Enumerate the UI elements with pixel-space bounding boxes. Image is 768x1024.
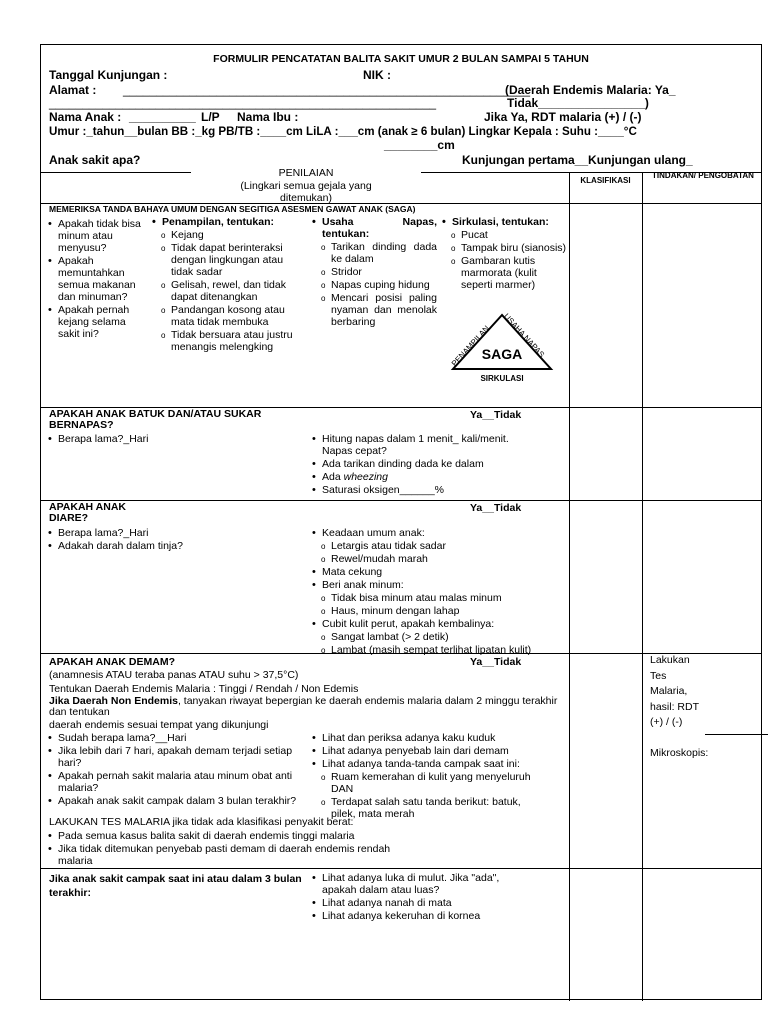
list-item: o Rewel/mudah marah (321, 553, 569, 565)
list-item: o Tarikan dinding dada ke dalam (321, 241, 437, 265)
tindakan-line: hasil: RDT (650, 700, 700, 713)
list-item: • Apakah memuntahkan semua makanan dan minuman? (47, 255, 143, 303)
demam-ya-tidak: Ya__Tidak (470, 656, 522, 668)
list-item: • Berapa lama?_Hari (47, 433, 297, 445)
nik-label: NIK : (363, 68, 391, 82)
non-endemis-bold: Jika Daerah Non Endemis (49, 695, 178, 707)
list-item: o Napas cuping hidung (321, 279, 437, 291)
form-title: FORMULIR PENCATATAN BALITA SAKIT UMUR 2 BULAN SAMPAI 5 TAHUN (213, 53, 589, 65)
diare-ya-tidak: Ya__Tidak (470, 502, 522, 514)
list-item: o Kejang (161, 229, 306, 241)
campak-heading: Jika anak sakit campak saat ini atau dalam 3 bulan terakhir: (49, 873, 302, 899)
list-item: o Mencari posisi paling nyaman dan menolak berbaring (321, 292, 437, 328)
tindakan-line: Malaria, (650, 685, 688, 697)
demam-bottom-border (41, 868, 761, 869)
list-item: • Lihat adanya kekeruhan di kornea (311, 910, 531, 922)
usaha-napas-column (311, 216, 437, 329)
diare-right-column (311, 527, 569, 657)
nama-anak-line: __________ (129, 110, 196, 124)
diare-left-list (47, 527, 297, 553)
penilaian-subheader: (Lingkari semua gejala yang ditemukan) (240, 180, 372, 204)
list-item: • Lihat adanya tanda-tanda campak saat ini: (311, 758, 531, 770)
demam-heading: APAKAH ANAK DEMAM? (49, 656, 175, 668)
list-item: o Tampak biru (sianosis) (451, 242, 567, 254)
rdt-malaria-label: Jika Ya, RDT malaria (+) / (-) (484, 110, 642, 124)
list-item: • Lihat adanya penyebab lain dari demam (311, 745, 531, 757)
endemis-label: (Daerah Endemis Malaria: Ya_ (505, 83, 676, 97)
list-item: o Gelisah, rewel, dan tidak dapat ditenangkan (161, 279, 306, 303)
saga-side-left: PENAMPILAN (449, 323, 492, 369)
endemis-tidak-label: Tidak________________) (507, 96, 649, 110)
saga-danger-list (47, 218, 143, 341)
tindakan-line: (+) / (-) (650, 716, 683, 728)
nama-ibu-label: Nama Ibu : (237, 110, 299, 124)
list-item: o Haus, minum dengan lahap (321, 605, 569, 617)
list-item: • Apakah tidak bisa minum atau menyusu? (47, 218, 143, 254)
lingkar-kepala-cm: ________cm (384, 138, 455, 152)
list-item: • Saturasi oksigen______% (311, 484, 511, 496)
sirkulasi-column (441, 216, 567, 292)
sirkulasi-title: • Sirkulasi, tentukan: (441, 216, 567, 228)
list-item: o Letargis atau tidak sadar (321, 540, 569, 552)
list-item: • Jika tidak ditemukan penyebab pasti demam di daerah endemis rendah malaria (47, 843, 407, 867)
penampilan-column (151, 216, 306, 354)
list-item: o Gambaran kutis marmorata (kulit seperti marmer) (451, 255, 567, 291)
list-item: o Pandangan kosong atau mata tidak membuka (161, 304, 306, 328)
mikroskopis-label: Mikroskopis: (650, 747, 709, 759)
list-item: o Stridor (321, 266, 437, 278)
alamat-line-2: __________________________________________________________ (49, 96, 437, 110)
saga-triangle-diagram (439, 307, 565, 387)
list-item: • Mata cekung (311, 566, 569, 578)
saga-heading: MEMERIKSA TANDA BAHAYA UMUM DENGAN SEGITIGA ASESMEN GAWAT ANAK (SAGA) (49, 204, 416, 214)
list-item: • Lihat adanya luka di mulut. Jika "ada", apakah dalam atau luas? (311, 872, 531, 896)
saga-side-bottom: SIRKULASI (480, 374, 524, 383)
batuk-right-list (311, 433, 511, 497)
list-item: • Hitung napas dalam 1 menit_ kali/menit. Napas cepat? (311, 433, 511, 457)
penampilan-title: • Penampilan, tentukan: (151, 216, 306, 228)
list-item: • Cubit kulit perut, apakah kembalinya: (311, 618, 569, 630)
list-item: o Tidak dapat berinteraksi dengan lingkungan atau tidak sadar (161, 242, 306, 278)
tes-malaria-instruction: LAKUKAN TES MALARIA jika tidak ada klasifikasi penyakit berat: (49, 816, 354, 828)
list-item: • Ada tarikan dinding dada ke dalam (311, 458, 511, 470)
nama-anak-label: Nama Anak : (49, 110, 122, 124)
list-item: • Apakah pernah kejang selama sakit ini? (47, 304, 143, 340)
list-item: o Tidak bersuara atau justru menangis melengking (161, 329, 306, 353)
list-item: • Sudah berapa lama?__Hari (47, 732, 301, 744)
tindakan-line: Tes (650, 669, 667, 682)
kunjungan-label: Kunjungan pertama__Kunjungan ulang_ (462, 153, 693, 167)
batuk-ya-tidak: Ya__Tidak (470, 409, 522, 421)
tindakan-line: Lakukan (650, 654, 690, 666)
demam-daerah-line: daerah endemis sesuai tempat yang dikunjungi (49, 719, 269, 731)
list-item: • Keadaan umum anak: (311, 527, 569, 539)
list-item: • Lihat adanya nanah di mata (311, 897, 531, 909)
batuk-bottom-border (41, 500, 761, 501)
list-item: • Berapa lama?_Hari (47, 527, 297, 539)
list-item: o Terdapat salah satu tanda berikut: batuk, pilek, mata merah (321, 796, 531, 820)
alamat-line: _____________________________________________________________ (123, 83, 531, 97)
tindakan-header: TINDAKAN/ PENGOBATAN (652, 171, 754, 180)
klasifikasi-divider (569, 172, 570, 1001)
list-item: • Beri anak minum: (311, 579, 569, 591)
alamat-label: Alamat : (49, 83, 97, 97)
demam-non-endemis-text (49, 696, 577, 718)
penampilan-list (161, 229, 306, 353)
usaha-napas-list (321, 241, 437, 328)
sirkulasi-list (451, 229, 567, 291)
demam-criteria: (anamnesis ATAU teraba panas ATAU suhu > 37,5°C) (49, 669, 299, 681)
measurements-line: Umur :_tahun__bulan BB :_kg PB/TB :____cm LiLA :___cm (anak ≥ 6 bulan) Lingkar Kepala : Suhu :____°C (49, 125, 637, 138)
list-item: o Pucat (451, 229, 567, 241)
list-item: • Apakah anak sakit campak dalam 3 bulan terakhir? (47, 795, 301, 807)
rdt-result-line (705, 734, 768, 735)
non-endemis-rest: , tanyakan riwayat bepergian ke daerah endemis malaria dalam 2 minggu terakhir dan tentukan (49, 695, 558, 718)
form-page (40, 44, 762, 1000)
diare-heading: APAKAH ANAK DIARE? (49, 501, 126, 524)
list-item: o Lambat (masih sempat terlihat lipatan kulit) (321, 644, 569, 656)
list-item: • Lihat dan periksa adanya kaku kuduk (311, 732, 531, 744)
list-item: o Sangat lambat (> 2 detik) (321, 631, 569, 643)
tanggal-kunjungan-label: Tanggal Kunjungan : (49, 68, 168, 82)
list-item: • Jika lebih dari 7 hari, apakah demam terjadi setiap hari? (47, 745, 301, 769)
gender-label: L/P (201, 110, 220, 124)
list-item: • Apakah pernah sakit malaria atau minum obat anti malaria? (47, 770, 301, 794)
batuk-heading: APAKAH ANAK BATUK DAN/ATAU SUKAR BERNAPAS? (49, 408, 262, 431)
list-item: o Tidak bisa minum atau malas minum (321, 592, 569, 604)
tindakan-divider (642, 172, 643, 1001)
demam-right-column (311, 732, 531, 821)
list-item: o Ruam kemerahan di kulit yang menyeluruh DAN (321, 771, 531, 795)
saga-side-right: USAHA NAPAS (501, 311, 547, 360)
list-item: • Pada semua kasus balita sakit di daerah endemis tinggi malaria (47, 830, 407, 842)
demam-endemis-line: Tentukan Daerah Endemis Malaria : Tinggi / Rendah / Non Edemis (49, 683, 359, 695)
list-item: • Adakah darah dalam tinja? (47, 540, 297, 552)
anak-sakit-apa-label: Anak sakit apa? (49, 153, 141, 167)
tindakan-malaria (650, 653, 710, 731)
tes-malaria-list (47, 830, 407, 868)
saga-center-label: SAGA (481, 346, 523, 362)
penilaian-header: PENILAIAN (191, 167, 421, 179)
usaha-napas-title: • Usaha Napas, tentukan: (311, 216, 437, 240)
klasifikasi-header: KLASIFIKASI (580, 176, 631, 185)
batuk-left-list (47, 433, 297, 446)
campak-right-list (311, 872, 531, 923)
list-item: • Ada wheezing (311, 471, 511, 483)
demam-left-list (47, 732, 301, 808)
